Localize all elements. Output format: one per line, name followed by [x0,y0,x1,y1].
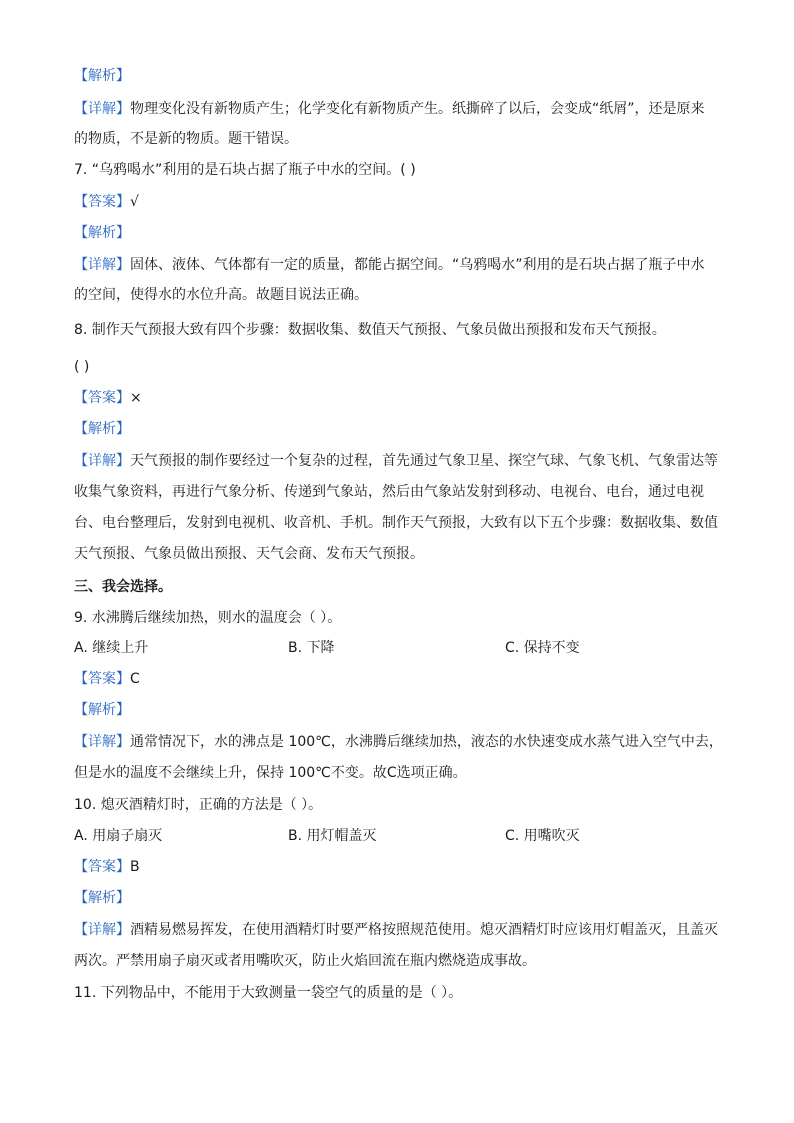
tag-label: 【详解】 [74,922,130,938]
tag-label: 【解析】 [74,890,130,906]
analysis-heading [74,888,734,908]
question-8 [74,320,734,340]
question-text: ( ) [74,359,90,375]
explanation-line [74,732,734,752]
answer-value: C [130,671,140,687]
tag-label: 【答案】 [74,859,130,875]
analysis-heading [74,419,734,439]
tag-label: 【解析】 [74,225,130,241]
explanation-line [74,951,734,971]
question-text: 10. 熄灭酒精灯时，正确的方法是（ ）。 [74,797,323,813]
answer-line [74,857,734,877]
explanation-text: 通常情况下，水的沸点是 100℃，水沸腾后继续加热，液态的水快速变成水蒸气进入空气中去， [130,734,723,750]
question-11 [74,983,734,1003]
tag-label: 【详解】 [74,453,130,469]
section-heading [74,577,734,597]
option-b [288,826,377,846]
explanation-text: 天气预报的制作要经过一个复杂的过程，首先通过气象卫星、探空气球、气象飞机、气象雷达等 [130,453,718,469]
option-b [288,638,335,658]
option-c [505,638,580,658]
explanation-text: 两次。严禁用扇子扇灭或者用嘴吹灭，防止火焰回流在瓶内燃烧造成事故。 [74,953,536,969]
option-text: A. 继续上升 [74,640,149,656]
explanation-line [74,255,734,275]
option-text: A. 用扇子扇灭 [74,828,163,844]
answer-value: B [130,859,140,875]
tag-label: 【答案】 [74,390,130,406]
question-10 [74,795,734,815]
option-text: C. 保持不变 [505,640,580,656]
explanation-text: 台、电台整理后，发射到电视机、收音机、手机。制作天气预报，大致有以下五个步骤：数据收集、数值 [74,515,718,531]
question-text: 7. “乌鸦喝水”利用的是石块占据了瓶子中水的空间。( ) [74,162,416,178]
tag-label: 【详解】 [74,101,130,117]
answer-line [74,388,734,408]
explanation-line [74,482,734,502]
question-text: 9. 水沸腾后继续加热，则水的温度会（ ）。 [74,610,342,626]
explanation-text: 固体、液体、气体都有一定的质量，都能占据空间。“乌鸦喝水”利用的是石块占据了瓶子中水 [130,257,705,273]
explanation-line [74,544,734,564]
option-text: B. 用灯帽盖灭 [288,828,377,844]
option-a [74,638,148,658]
question-8-blank [74,357,734,377]
analysis-heading [74,700,734,720]
explanation-text: 的物质，不是新的物质。题干错误。 [74,131,298,147]
option-text: C. 用嘴吹灭 [505,828,580,844]
option-a [74,826,162,846]
option-c [505,826,580,846]
tag-label: 【详解】 [74,257,130,273]
question-text: 8. 制作天气预报大致有四个步骤：数据收集、数值天气预报、气象员做出预报和发布天气预报。 [74,322,666,338]
tag-label: 【解析】 [74,702,130,718]
question-7 [74,160,734,180]
tag-label: 【解析】 [74,421,130,437]
explanation-text: 酒精易燃易挥发，在使用酒精灯时要严格按照规范使用。熄灭酒精灯时应该用灯帽盖灭，且盖灭 [130,922,718,938]
explanation-text: 天气预报、气象员做出预报、天气会商、发布天气预报。 [74,546,424,562]
tag-label: 【答案】 [74,194,130,210]
explanation-text: 收集气象资料，再进行气象分析、传递到气象站，然后由气象站发射到移动、电视台、电台，通过电视 [74,484,704,500]
analysis-heading [74,66,734,86]
explanation-line [74,99,734,119]
question-9 [74,608,734,628]
answer-value: √ [130,194,139,210]
explanation-line [74,451,734,471]
answer-line [74,669,734,689]
explanation-text: 的空间，使得水的水位升高。故题目说法正确。 [74,287,368,303]
explanation-text: 但是水的温度不会继续上升，保持 100℃不变。故C选项正确。 [74,765,467,781]
explanation-line [74,920,734,940]
tag-label: 【详解】 [74,734,130,750]
question-text: 11. 下列物品中，不能用于大致测量一袋空气的质量的是（ ）。 [74,985,463,1001]
answer-value: × [130,390,142,406]
explanation-line [74,513,734,533]
tag-label: 【答案】 [74,671,130,687]
explanation-line [74,285,734,305]
explanation-text: 物理变化没有新物质产生；化学变化有新物质产生。纸撕碎了以后，会变成“纸屑”，还是原来 [130,101,705,117]
explanation-line [74,129,734,149]
tag-label: 【解析】 [74,68,130,84]
explanation-line [74,763,734,783]
answer-line [74,192,734,212]
section-title: 三、我会选择。 [74,579,172,595]
analysis-heading [74,223,734,243]
option-text: B. 下降 [288,640,335,656]
